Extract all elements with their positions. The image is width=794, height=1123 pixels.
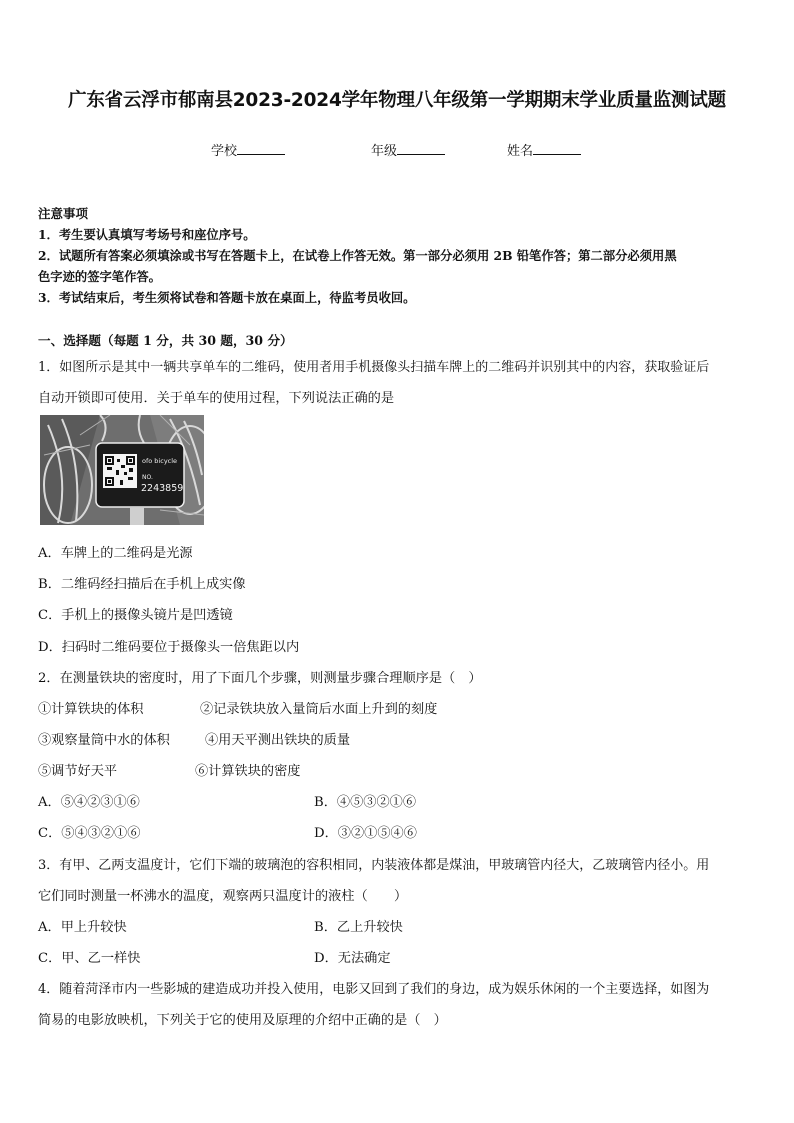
q1-option-c[interactable]: C．手机上的摄像头镜片是凹透镜: [38, 608, 233, 623]
notice-item: 1．考生要认真填写考场号和座位序号。: [38, 227, 256, 242]
section-heading: 一、选择题（每题 1 分，共 30 题，30 分）: [38, 333, 293, 348]
q1-stem-cont: 自动开锁即可使用．关于单车的使用过程，下列说法正确的是: [38, 391, 395, 406]
q2-option-c[interactable]: C．⑤④③②①⑥: [38, 826, 141, 841]
q2-option-b[interactable]: B．④⑤③②①⑥: [314, 795, 417, 810]
q2-step: ⑥计算铁块的密度: [195, 764, 301, 779]
q1-option-b[interactable]: B．二维码经扫描后在手机上成实像: [38, 577, 246, 592]
q3-option-d[interactable]: D．无法确定: [314, 951, 391, 966]
q2-stem: 2．在测量铁块的密度时，用了下面几个步骤，则测量步骤合理顺序是（ ）: [38, 671, 482, 686]
page-title: 广东省云浮市郁南县2023-2024学年物理八年级第一学期期末学业质量监测试题: [68, 90, 726, 111]
plate-no-label: NO.: [142, 474, 153, 481]
q1-option-d[interactable]: D．扫码时二维码要位于摄像头一倍焦距以内: [38, 640, 300, 655]
q4-stem: 4．随着菏泽市内一些影城的建造成功并投入使用，电影又回到了我们的身边，成为娱乐休闲的一个主要选择，如图为: [38, 982, 710, 997]
school-label: 学校: [211, 144, 238, 159]
q2-option-d[interactable]: D．③②①⑤④⑥: [314, 826, 417, 841]
q4-stem-cont: 简易的电影放映机，下列关于它的使用及原理的介绍中正确的是（ ）: [38, 1013, 447, 1028]
school-blank[interactable]: [237, 142, 285, 155]
q1-stem: 1．如图所示是其中一辆共享单车的二维码，使用者用手机摄像头扫描车牌上的二维码并识别其中的内容，获取验证后: [38, 360, 710, 375]
q3-option-a[interactable]: A．甲上升较快: [38, 920, 127, 935]
name-field[interactable]: [507, 140, 581, 159]
q2-step: ⑤调节好天平: [38, 764, 118, 779]
name-blank[interactable]: [533, 142, 581, 155]
grade-label: 年级: [371, 144, 398, 159]
q3-stem-cont: 它们同时测量一杯沸水的温度，观察两只温度计的液柱（ ）: [38, 889, 408, 904]
school-field[interactable]: [211, 140, 285, 159]
q1-option-a[interactable]: A．车牌上的二维码是光源: [38, 546, 193, 561]
q3-stem: 3．有甲、乙两支温度计，它们下端的玻璃泡的容积相同，内装液体都是煤油，甲玻璃管内径大，乙玻璃管内径小。用: [38, 858, 710, 873]
grade-field[interactable]: [371, 140, 445, 159]
q3-option-b[interactable]: B．乙上升较快: [314, 920, 403, 935]
q2-step: ③观察量筒中水的体积: [38, 733, 170, 748]
q2-option-a[interactable]: A．⑤④②③①⑥: [38, 795, 140, 810]
q2-step: ②记录铁块放入量筒后水面上升到的刻度: [200, 702, 438, 717]
bike-qr-plate-photo: [40, 415, 204, 525]
notice-item: 2．试题所有答案必须填涂或书写在答题卡上，在试卷上作答无效。第一部分必须用 2B 铅笔作答；第二部分必须用黑: [38, 248, 677, 263]
plate-brand-text: ofo bicycle: [142, 457, 178, 465]
plate-number: 2243859: [141, 483, 184, 494]
q3-option-c[interactable]: C．甲、乙一样快: [38, 951, 141, 966]
q2-step: ④用天平测出铁块的质量: [205, 733, 351, 748]
q2-step: ①计算铁块的体积: [38, 702, 144, 717]
grade-blank[interactable]: [397, 142, 445, 155]
notice-item: 色字迹的签字笔作答。: [38, 269, 161, 284]
notice-item: 3．考试结束后，考生须将试卷和答题卡放在桌面上，待监考员收回。: [38, 290, 416, 305]
name-label: 姓名: [507, 144, 534, 159]
notice-heading: 注意事项: [38, 206, 89, 221]
